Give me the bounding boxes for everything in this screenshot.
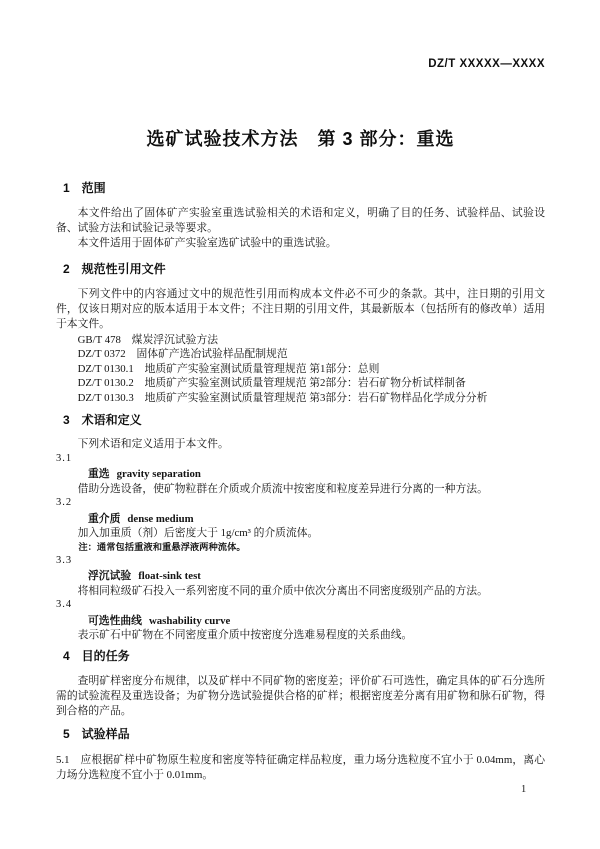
purpose-paragraph: 查明矿样密度分布规律，以及矿样中不同矿物的密度差；评价矿石可选性，确定具体的矿石分选所需的试验流程及重选设备；为矿物分选试验提供合格的矿样；根据密度差分离有用矿物和脉石矿物，得到合格的产品。 [56,674,545,717]
samples-clause-5-1: 5.1 应根据矿样中矿物原生粒度和密度等特征确定样品粒度，重力场分选粒度不宜小于 0.04mm，离心力场分选粒度不宜小于 0.01mm。 [56,753,545,782]
terms-intro: 下列术语和定义适用于本文件。 [77,438,229,451]
term-definition: 表示矿石中矿物在不同密度重介质中按密度分选难易程度的关系曲线。 [77,629,413,642]
reference-item: DZ/T 0130.1 地质矿产实验室测试质量管理规范 第1部分：总则 [77,362,380,375]
reference-item: GB/T 478 煤炭浮沉试验方法 [77,334,219,346]
normative-references-list [56,333,545,405]
term-name-zh: 浮沉试验 [88,570,132,583]
term-name-en: dense medium [127,512,194,525]
section-heading-purpose: 4 目的任务 [63,648,130,663]
reference-item: DZ/T 0130.2 地质矿产实验室测试质量管理规范 第2部分：岩石矿物分析试样制备 [77,377,466,390]
scope-paragraph-2: 本文件适用于固体矿产实验室选矿试验中的重选试验。 [77,237,337,249]
standard-number: DZ/T XXXXX—XXXX [428,58,545,70]
term-number: 3.4 [56,599,73,611]
term-name [56,511,545,527]
term-definition: 将相同粒级矿石投入一系列密度不同的重介质中依次分离出不同密度级别产品的方法。 [77,584,488,597]
page-number: 1 [521,784,527,795]
section-heading-terms: 3 术语和定义 [63,413,142,428]
term-number: 3.1 [56,452,73,464]
reference-item: DZ/T 0372 固体矿产选冶试验样品配制规范 [77,348,288,361]
term-item-3-3 [56,554,545,599]
term-item-3-2 [56,496,545,554]
term-name-zh: 可选性曲线 [88,614,142,627]
term-name-zh: 重选 [88,468,110,481]
section-heading-samples: 5 试验样品 [63,726,130,741]
term-item-3-1 [56,452,545,497]
scope-paragraph-1: 本文件给出了固体矿产实验室重选试验相关的术语和定义，明确了目的任务、试验样品、试验设备、试验方法和试验记录等要求。 [56,207,545,234]
term-definition: 借助分选设备，使矿物粒群在介质或介质流中按密度和粒度差异进行分离的一种方法。 [77,482,488,495]
term-item-3-4 [56,598,545,643]
normative-references-intro: 下列文件中的内容通过文中的规范性引用而构成本文件必不可少的条款。其中，注日期的引用文件，仅该日期对应的版本适用于本文件；不注日期的引用文件，其最新版本（包括所有的修改单）适用于本文件。 [56,288,545,330]
term-name [56,568,545,584]
document-title: 选矿试验技术方法 第 3 部分：重选 [146,129,455,149]
term-note: 注：通常包括重液和重悬浮液两种流体。 [78,541,246,552]
term-name-en: washability curve [148,614,231,627]
section-heading-scope: 1 范围 [63,181,106,195]
term-number: 3.3 [56,554,73,566]
term-number: 3.2 [56,497,73,509]
term-name-zh: 重介质 [88,512,121,525]
term-name [56,613,545,629]
term-definition: 加入加重质（剂）后密度大于 1g/cm³ 的介质流体。 [77,527,319,540]
reference-item: DZ/T 0130.3 地质矿产实验室测试质量管理规范 第3部分：岩石矿物样品化学成分分析 [77,391,488,404]
term-name-en: gravity separation [116,468,201,481]
term-name [56,466,545,482]
section-heading-normative-references: 2 规范性引用文件 [63,262,166,276]
term-name-en: float-sink test [138,570,201,583]
